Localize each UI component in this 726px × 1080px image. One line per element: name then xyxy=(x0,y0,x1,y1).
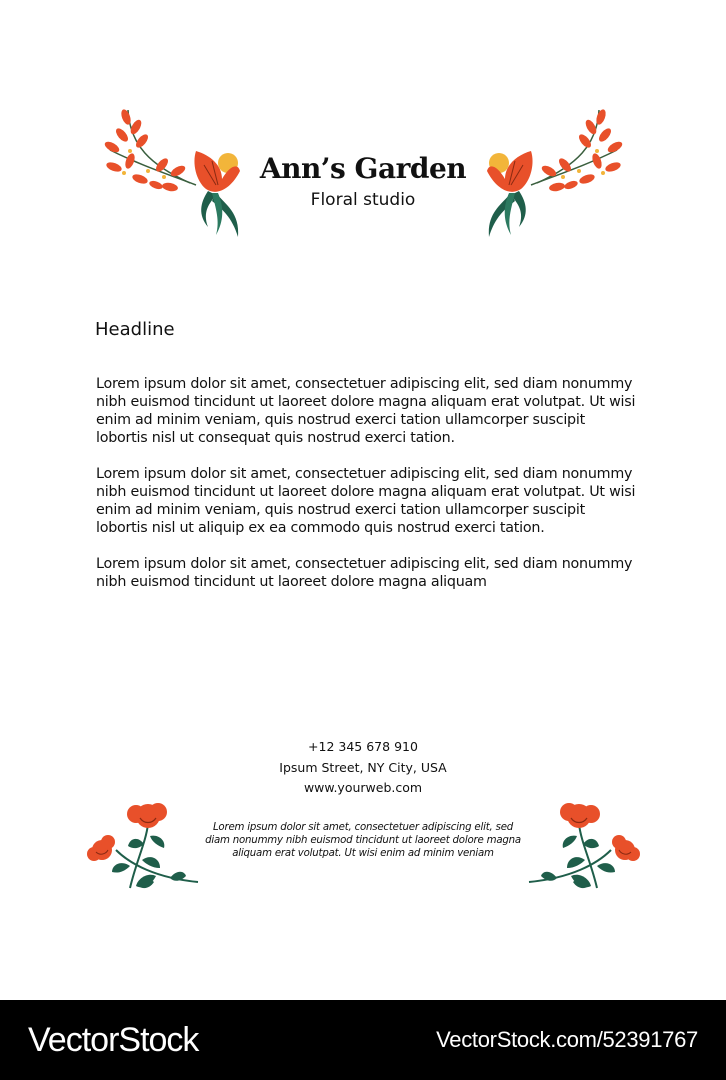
paragraph: Lorem ipsum dolor sit amet, consectetuer adipiscing elit, sed diam nonummy nibh euismod tincidunt ut laoreet dolore magna aliquam xyxy=(96,556,633,590)
address: Ipsum Street, NY City, USA xyxy=(279,759,447,775)
website-link: www.yourweb.com xyxy=(303,780,423,795)
paragraph: Lorem ipsum dolor sit amet, consectetuer adipiscing elit, sed diam nonummy nibh euismod tincidunt ut laoreet dolore magna aliquam erat volutpat. Ut wisi enim ad minim veniam, quis nostrud exerci tation ullamcorper suscipit lobortis nisl ut consequat quis nostrud exerci tation. xyxy=(96,376,636,446)
paragraph: Lorem ipsum dolor sit amet, consectetuer adipiscing elit, sed diam nonummy nibh euismod tincidunt ut laoreet dolore magna aliquam erat volutpat. Ut wisi enim ad minim veniam, quis nostrud exerci tation ullamcorper suscipit lobortis nisl ut aliquip ex ea commodo quis nostrud exerci tation. xyxy=(96,466,636,536)
phone-number: +12 345 678 910 xyxy=(308,739,418,754)
brand-block xyxy=(240,152,486,211)
watermark-bar xyxy=(0,1000,726,1080)
poppy-flower-icon xyxy=(86,802,202,894)
floral-branch-icon xyxy=(485,105,627,240)
contact-block xyxy=(213,737,513,799)
floral-branch-icon xyxy=(100,105,242,240)
poppy-flower-icon xyxy=(525,802,641,894)
footer-note: Lorem ipsum dolor sit amet, consectetuer adipiscing elit, sed diam nonummy nibh euismod tincidunt ut laoreet dolore magna aliquam erat volutpat. Ut wisi enim ad minim veniam xyxy=(205,822,521,859)
body-text xyxy=(96,375,636,609)
brand-tagline: Floral studio xyxy=(310,190,416,210)
watermark-id: VectorStock.com/52391767 xyxy=(436,1027,698,1052)
headline: Headline xyxy=(95,319,175,340)
watermark-logo: VectorStock xyxy=(28,1020,199,1059)
brand-name: Ann’s Garden xyxy=(259,152,467,185)
